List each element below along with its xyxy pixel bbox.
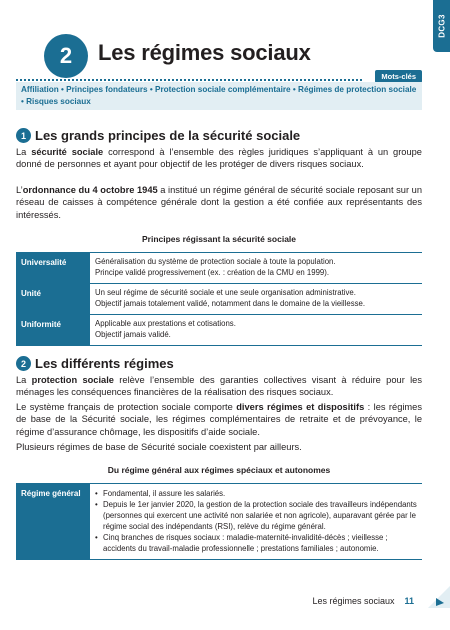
keywords-box: Affiliation • Principes fondateurs • Protection sociale complémentaire • Régimes de protection sociale • Risques sociaux — [16, 82, 422, 110]
page-turn-arrow-icon — [428, 586, 450, 608]
table-row — [16, 253, 422, 284]
bullet-item: • Cinq branches de risques sociaux : maladie-maternité-invalidité-décès ; vieillesse ; accidents du travail-maladie professionnelle ; prestations familiales ; autonomie. — [95, 532, 417, 554]
row-header: Uniformité — [16, 315, 90, 345]
text: relève l’ensemble des garanties collectives visant à réduire pour les ménages les conséquences financières de la réalisation des risques sociaux. — [16, 375, 422, 398]
text: La — [16, 375, 32, 385]
text: Le système français de protection sociale comporte — [16, 402, 237, 412]
row-line: Principe validé progressivement (ex. : création de la CMU en 1999). — [95, 268, 330, 277]
row-line: Un seul régime de sécurité sociale et une seule organisation administrative. — [95, 288, 356, 297]
dotted-divider — [16, 79, 362, 81]
paragraph — [16, 146, 422, 171]
section-2-heading — [16, 356, 422, 371]
chapter-title: Les régimes sociaux — [98, 40, 311, 65]
chapter-number-badge: 2 — [44, 34, 88, 78]
paragraph — [16, 184, 422, 221]
row-header: Universalité — [16, 253, 90, 283]
row-content — [90, 484, 422, 559]
paragraph — [16, 374, 422, 399]
row-content — [90, 284, 422, 314]
table-caption: Principes régissant la sécurité sociale — [141, 234, 297, 244]
bullet-item: • Fondamental, il assure les salariés. — [95, 488, 417, 499]
section-title: Les différents régimes — [35, 356, 174, 371]
running-title: Les régimes sociaux — [312, 596, 395, 606]
bold-term: sécurité sociale — [31, 147, 104, 157]
row-header: Unité — [16, 284, 90, 314]
regimes-table — [16, 483, 422, 560]
row-line: Généralisation du système de protection sociale à toute la population. — [95, 257, 336, 266]
section-1-heading — [16, 128, 422, 143]
page-footer — [312, 596, 414, 606]
text: La — [16, 147, 32, 157]
page-number: 11 — [404, 596, 414, 606]
principles-table — [16, 252, 422, 346]
bold-term: protection sociale — [31, 375, 114, 385]
section-title: Les grands principes de la sécurité sociale — [35, 128, 301, 143]
text: L’ — [16, 185, 23, 195]
text: : les régimes de base de la Sécurité sociale, les régimes complémentaires de retraite et de prévoyance, le régime d’assurance chômage, les dispositifs d’aide sociale. — [16, 402, 422, 437]
side-tab — [433, 0, 450, 52]
bold-term: divers régimes et dispositifs — [236, 402, 365, 412]
paragraph — [16, 401, 422, 438]
table-caption: Du régime général aux régimes spéciaux et autonomes — [107, 465, 331, 475]
row-content — [90, 253, 422, 283]
row-content — [90, 315, 422, 345]
section-number-badge: 1 — [16, 128, 31, 143]
table-row — [16, 315, 422, 346]
row-line: Objectif jamais totalement validé, notamment dans le domaine de la vieillesse. — [95, 299, 365, 308]
text: a institué un régime général de sécurité sociale reposant sur un réseau de caisses à compétence générale dont la gestion a été confiée aux représentants des intéressés. — [16, 185, 422, 220]
section-number-badge: 2 — [16, 356, 31, 371]
row-line: Objectif jamais validé. — [95, 330, 171, 339]
keywords-bar — [16, 74, 422, 82]
text: correspond à l’ensemble des règles juridiques s’appliquant à un groupe donné de personnes et ayant pour objectif de les protéger de divers risques sociaux. — [16, 147, 422, 170]
table-row — [16, 484, 422, 560]
row-header: Régime général — [16, 484, 90, 559]
keywords-label: Mots-clés — [375, 70, 422, 83]
row-line: Applicable aux prestations et cotisations. — [95, 319, 236, 328]
bold-term: ordonnance du 4 octobre 1945 — [22, 185, 158, 195]
bullet-item: • Depuis le 1er janvier 2020, la gestion de la protection sociale des travailleurs indépendants (personnes qui exercent une activité non salariée et non agricole), auparavant gérée par le régime social des indépendants (RSI), relève du régime général. — [95, 499, 417, 532]
side-tab-label: DCG3 — [437, 14, 446, 38]
paragraph: Plusieurs régimes de base de Sécurité sociale coexistent par ailleurs. — [16, 442, 302, 452]
table-row — [16, 284, 422, 315]
